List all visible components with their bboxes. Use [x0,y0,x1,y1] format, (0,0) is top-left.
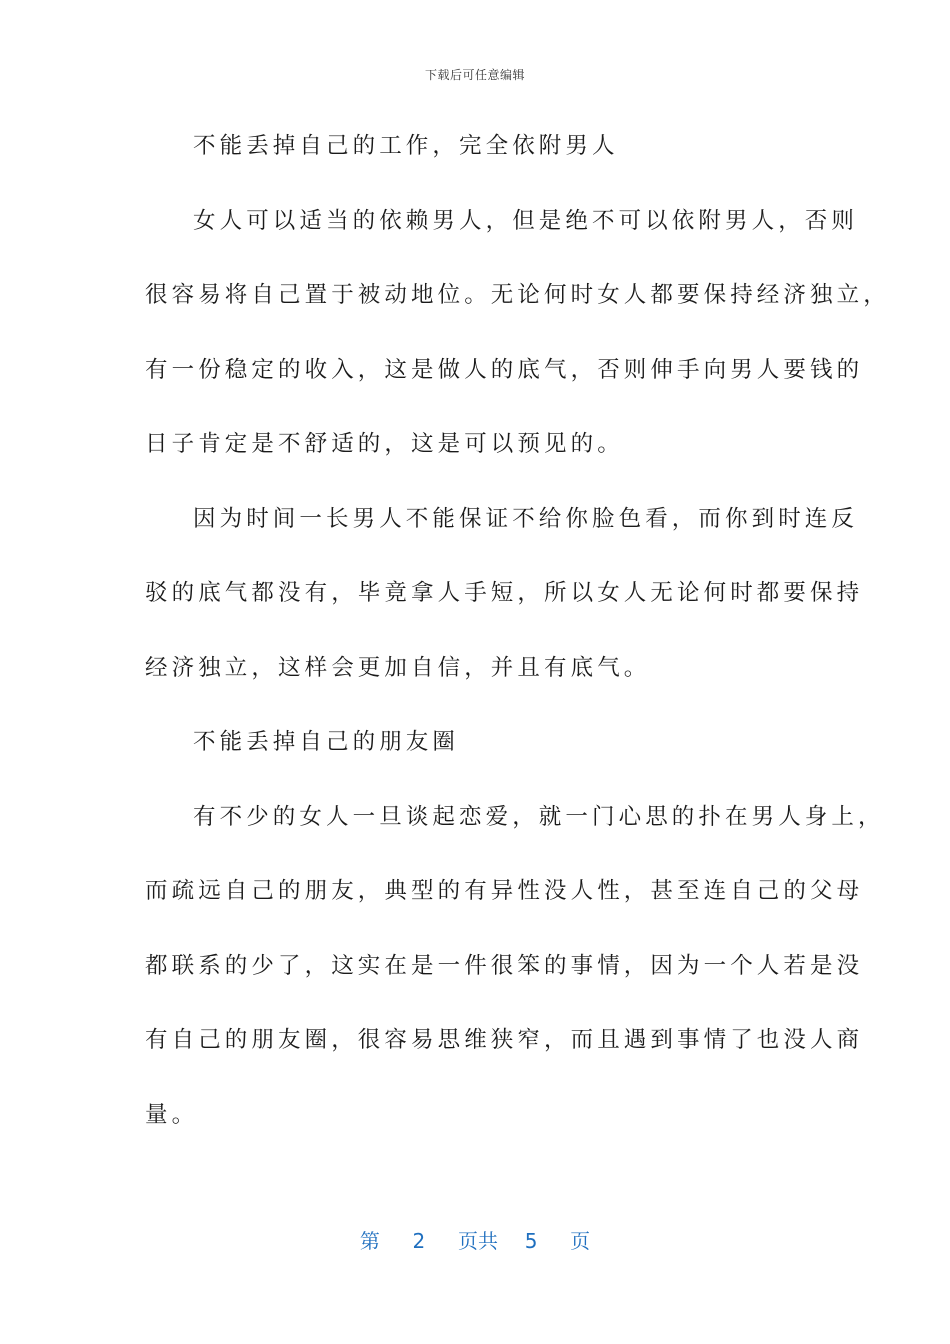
page-suffix: 页 [570,1229,591,1253]
paragraph-line: 有自己的朋友圈，很容易思维狭窄，而且遇到事情了也没人商 [145,1027,864,1053]
paragraph-line: 很容易将自己置于被动地位。无论何时女人都要保持经济独立， [145,282,890,308]
header-note: 下载后可任意编辑 [424,68,525,82]
page-number-footer [0,1225,950,1254]
paragraph-line: 有不少的女人一旦谈起恋爱，就一门心思的扑在男人身上， [193,803,885,830]
total-pages-number: 5 [524,1229,538,1253]
paragraph-line: 而疏远自己的朋友，典型的有异性没人性，甚至连自己的父母 [145,878,864,904]
paragraph-line: 日子肯定是不舒适的，这是可以预见的。 [145,431,624,457]
paragraph-line: 都联系的少了，这实在是一件很笨的事情，因为一个人若是没 [145,952,864,979]
paragraph-line: 经济独立，这样会更加自信，并且有底气。 [145,654,651,681]
paragraph-line: 因为时间一长男人不能保证不给你脸色看，而你到时连反 [193,505,859,532]
paragraph-line: 驳的底气都没有，毕竟拿人手短，所以女人无论何时都要保持 [145,580,864,606]
paragraph-line: 有一份稳定的收入，这是做人的底气，否则伸手向男人要钱的 [145,356,864,383]
paragraph-line: 女人可以适当的依赖男人，但是绝不可以依附男人，否则 [193,207,859,234]
document-body [145,120,890,1163]
page-prefix: 第 [359,1229,380,1253]
section-heading: 不能丢掉自己的朋友圈 [193,729,460,755]
section-heading: 不能丢掉自己的工作，完全依附男人 [193,133,619,159]
paragraph-line: 量。 [145,1101,199,1128]
current-page-number: 2 [412,1229,426,1253]
page-mid-label: 页共 [458,1229,498,1253]
